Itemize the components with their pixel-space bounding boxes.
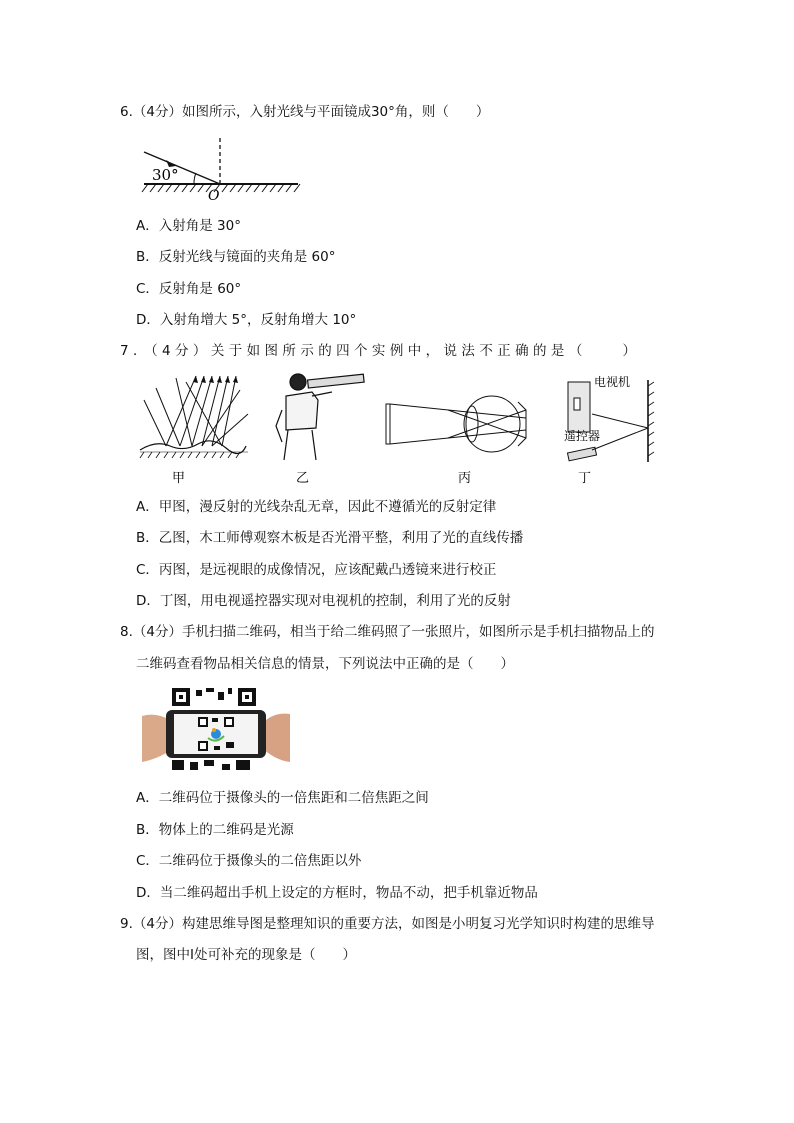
- q9-stem-line2: 图，图中Ⅰ处可补充的现象是（ ）: [136, 947, 356, 963]
- phone-scanning-qr-photo: [142, 686, 290, 774]
- q7-option-a: A．甲图，漫反射的光线杂乱无章，因此不遵循光的反射定律: [136, 499, 497, 515]
- caption-yi: 乙: [296, 471, 310, 486]
- q6-option-b: B．反射光线与镜面的夹角是 60°: [136, 249, 336, 265]
- caption-bing: 丙: [458, 471, 472, 486]
- q6-stem: 6.（4分）如图所示，入射光线与平面镜成30°角，则（ ）: [120, 104, 490, 120]
- q8-figure: [142, 686, 290, 778]
- q8-option-c: C．二维码位于摄像头的二倍焦距以外: [136, 853, 362, 869]
- caption-jia: 甲: [172, 471, 186, 486]
- ray-arrow-icons: [193, 376, 238, 383]
- tv-remote-figure: [567, 380, 654, 462]
- q7-option-b: B．乙图，木工师傅观察木板是否光滑平整，利用了光的直线传播: [136, 530, 524, 546]
- q8-option-d: D．当二维码超出手机上设定的方框时，物品不动，把手机靠近物品: [136, 885, 538, 901]
- four-examples-diagram: [136, 370, 666, 490]
- angle-label: 30°: [152, 166, 179, 184]
- q7-option-d: D．丁图，用电视遥控器实现对电视机的控制，利用了光的反射: [136, 593, 511, 609]
- q8-stem-line2: 二维码查看物品相关信息的情景，下列说法中正确的是（ ）: [136, 656, 514, 672]
- q6-option-c: C．反射角是 60°: [136, 281, 242, 297]
- q7-stem: 7．（4分）关于如图所示的四个实例中，说法不正确的是（ ）: [120, 343, 641, 359]
- carpenter-figure: [276, 374, 364, 460]
- q6-option-a: A．入射角是 30°: [136, 218, 241, 234]
- q6-option-d: D．入射角增大 5°，反射角增大 10°: [136, 312, 357, 328]
- remote-label: 遥控器: [564, 429, 601, 443]
- eye-lens-figure: [386, 396, 526, 452]
- q9-stem-line1: 9.（4分）构建思维导图是整理知识的重要方法，如图是小明复习光学知识时构建的思维导: [120, 916, 655, 932]
- q7-figure: [136, 370, 666, 494]
- point-o-label: O: [208, 188, 220, 204]
- mirror-hatching: [142, 184, 300, 192]
- wooden-plank: [308, 374, 365, 388]
- q8-stem-line1: 8.（4分）手机扫描二维码，相当于给二维码照了一张照片，如图所示是手机扫描物品上的: [120, 624, 655, 640]
- q8-option-a: A．二维码位于摄像头的一倍焦距和二倍焦距之间: [136, 790, 429, 806]
- caption-ding: 丁: [578, 471, 592, 486]
- q8-option-b: B．物体上的二维码是光源: [136, 822, 294, 838]
- tv-label: 电视机: [594, 375, 631, 389]
- diffuse-reflection-figure: [140, 376, 248, 458]
- remote-control: [567, 447, 596, 461]
- q7-option-c: C．丙图，是远视眼的成像情况，应该配戴凸透镜来进行校正: [136, 562, 497, 578]
- q6-figure: [138, 136, 308, 208]
- mirror-reflection-diagram: [138, 136, 308, 204]
